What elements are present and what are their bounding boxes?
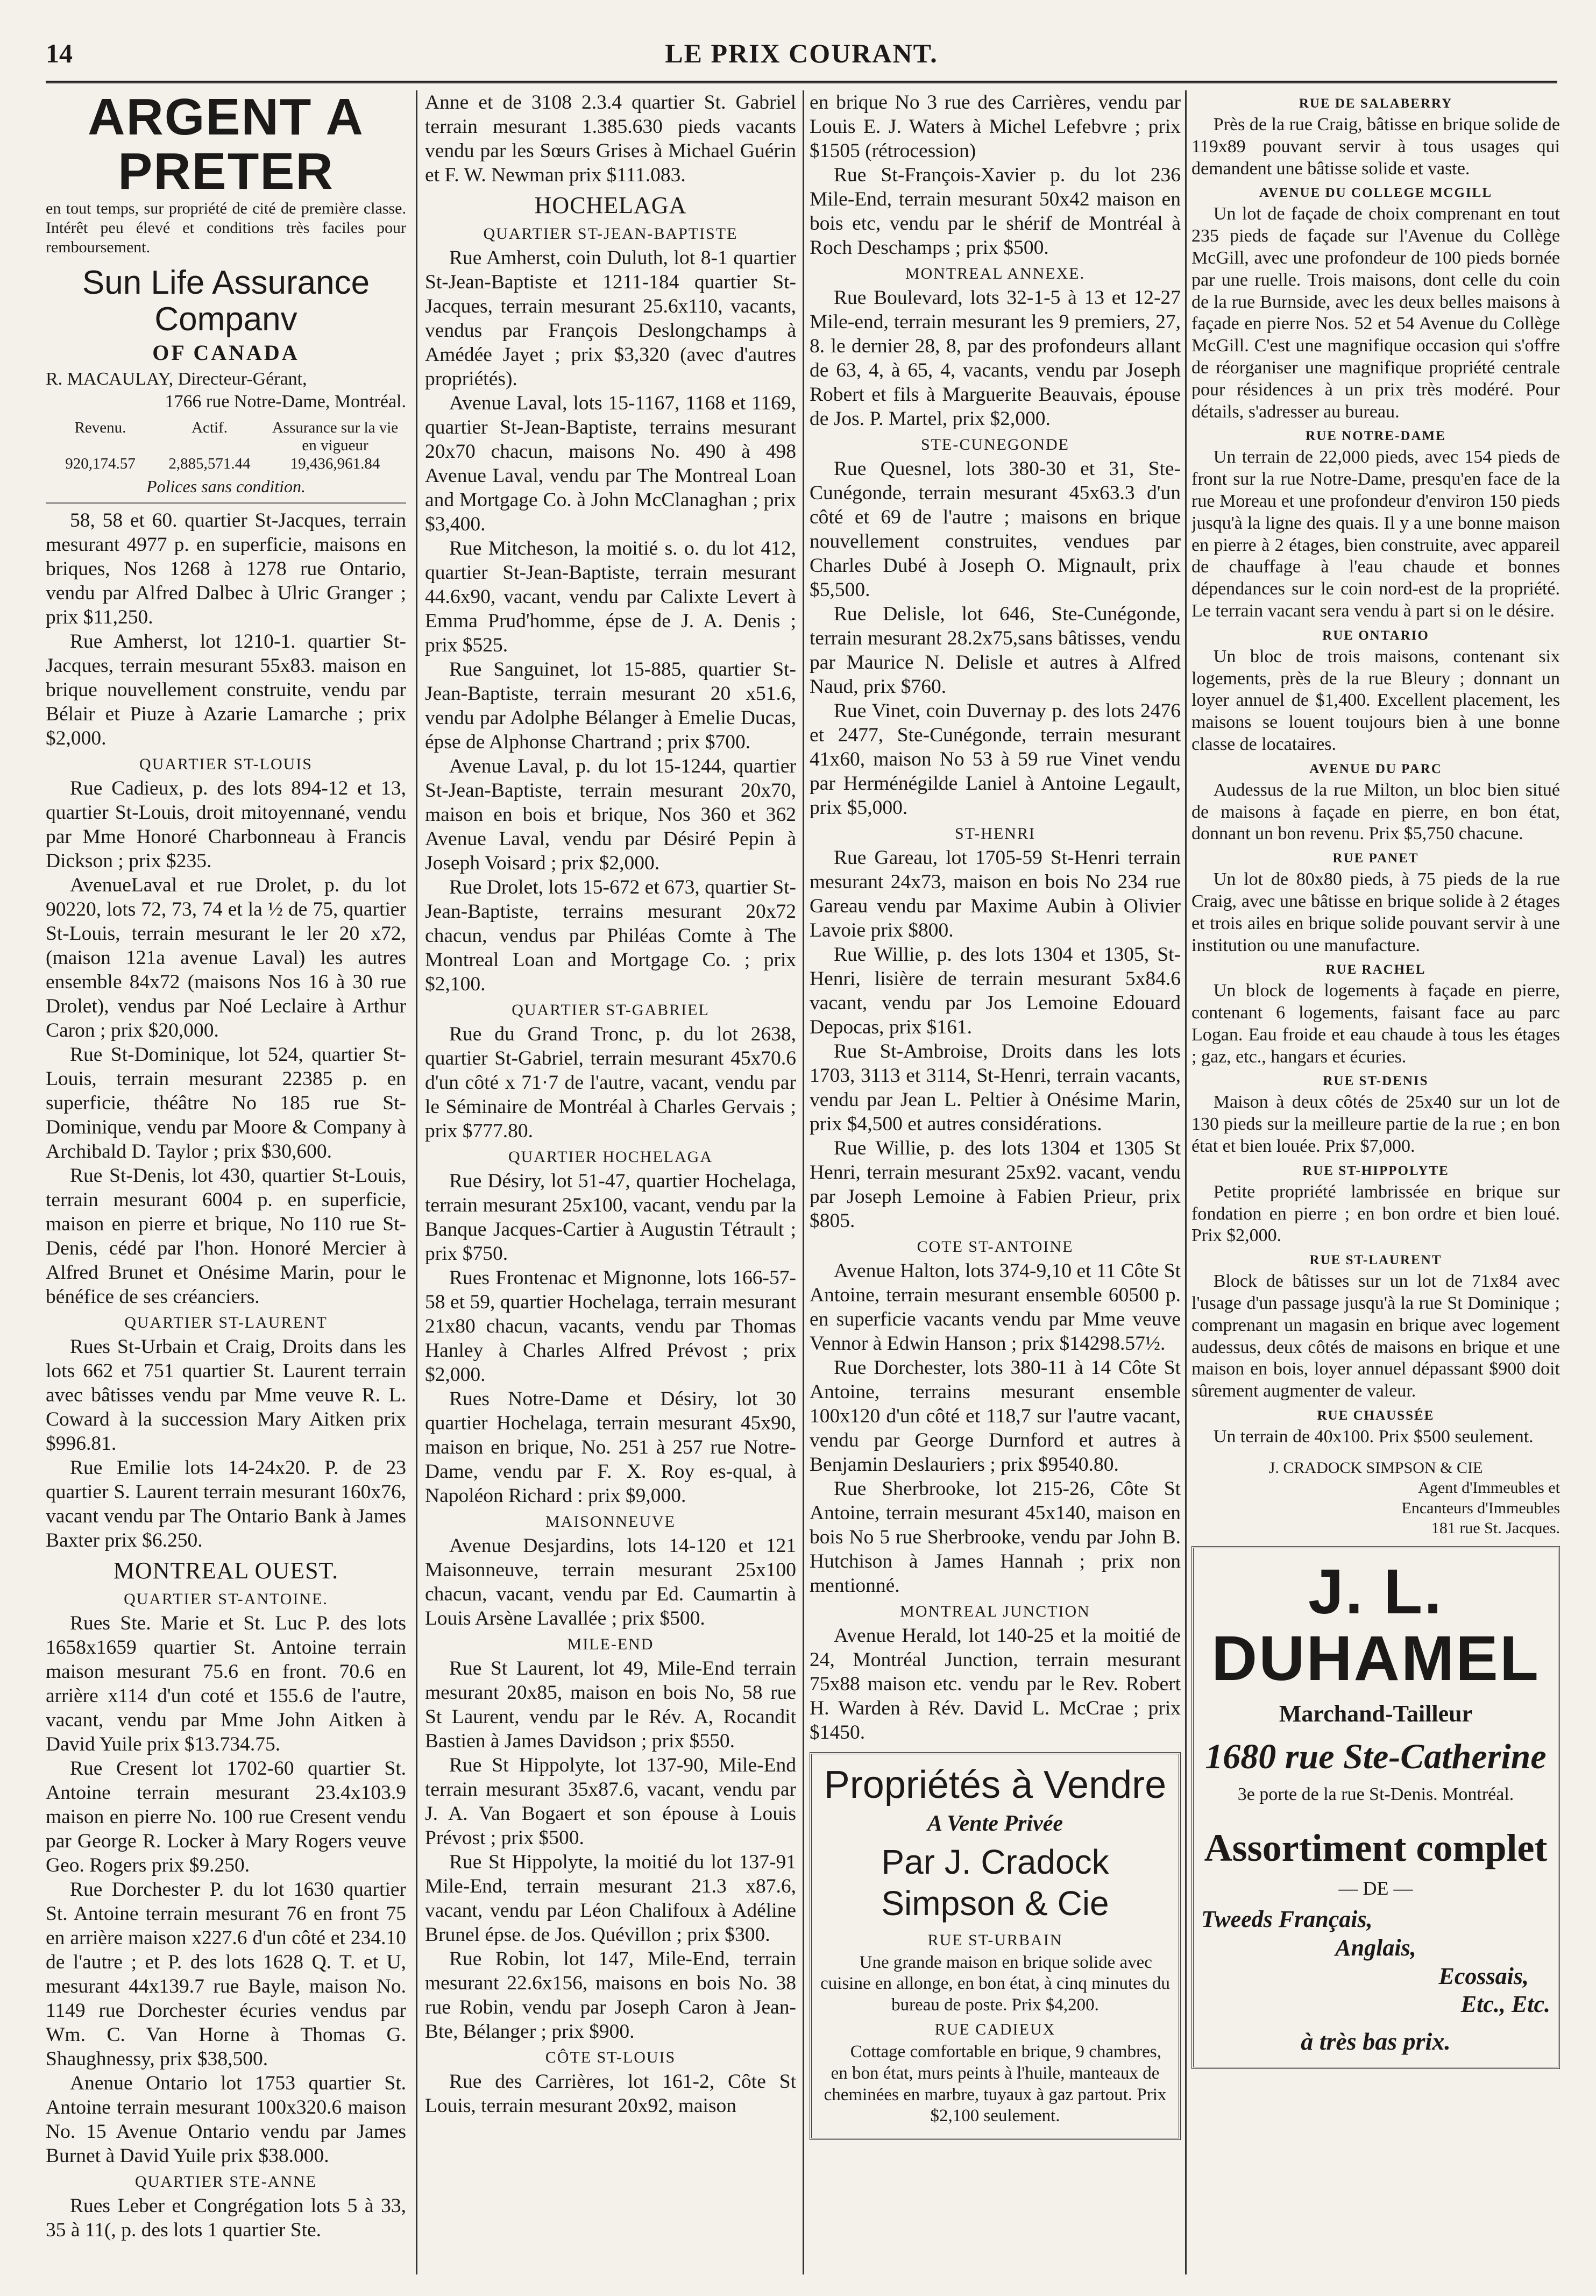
transaction-entry: Rue St-Ambroise, Droits dans les lots 1703, 3113 et 3114, St-Henri, terrain vacants, vendu par Jean L. Peltier à Onésime Marin, prix $4,500 et autres considérations. bbox=[810, 1040, 1181, 1135]
transaction-entry: Avenue Laval, lots 15-1167, 1168 et 1169, quartier St-Jean-Baptiste, terrains mesurant 20x70 chacun, maisons No. 490 à 498 Avenue Laval, vendu par The Montreal Loan and Mortgage Co. à John McClanaghan ; prix $3,400. bbox=[425, 392, 796, 535]
page-number: 14 bbox=[46, 38, 73, 68]
newspaper-title: LE PRIX COURANT. bbox=[665, 38, 938, 68]
section-heading: AVENUE DU PARC bbox=[1309, 761, 1442, 776]
fabric-line: Etc., Etc. bbox=[1460, 1991, 1550, 2018]
section-heading: COTE ST-ANTOINE bbox=[917, 1238, 1074, 1256]
section-heading: QUARTIER ST-ANTOINE. bbox=[124, 1590, 328, 1608]
section-heading: MONTREAL ANNEXE. bbox=[905, 265, 1086, 282]
section-heading: QUARTIER ST-JEAN-BAPTISTE bbox=[483, 224, 738, 243]
section-heading: MONTREAL OUEST. bbox=[113, 1557, 339, 1584]
section-heading: CÔTE ST-LOUIS bbox=[545, 2048, 676, 2066]
fin-header-assurance: Assurance sur la vie en vigueur bbox=[272, 419, 399, 455]
listing-text: Une grande maison en brique solide avec cuisine en allonge, en bon état, à cinq minutes du bureau de poste. Prix $4,200. bbox=[820, 1952, 1170, 2015]
vendre-advertisement bbox=[810, 1752, 1181, 2140]
fabric-line: Anglais, bbox=[1335, 1934, 1416, 1961]
section-heading: RUE NOTRE-DAME bbox=[1306, 429, 1446, 444]
transaction-entry: Avenue Laval, p. du lot 15-1244, quartier St-Jean-Baptiste, terrain mesurant 20x70, maison en bois et brique, Nos 360 et 362 Avenue Laval, vendu par Désiré Pepin à Joseph Voisard ; prix $2,000. bbox=[425, 755, 796, 874]
section-heading: MILE-END bbox=[567, 1635, 654, 1653]
transaction-entry: Rue Willie, p. des lots 1304 et 1305 St Henri, terrain mesurant 25x92. vacant, vendu par Joseph Lemoine à Fabien Prieur, prix $805. bbox=[810, 1137, 1181, 1232]
vendre-title: Propriétés à Vendre bbox=[824, 1763, 1167, 1806]
section-heading: RUE ONTARIO bbox=[1322, 628, 1429, 643]
section-heading: QUARTIER ST-GABRIEL bbox=[512, 1001, 710, 1019]
page-header bbox=[46, 33, 1557, 71]
section-heading: RUE DE SALABERRY bbox=[1299, 96, 1453, 111]
section-heading: RUE ST-DENIS bbox=[1323, 1074, 1429, 1089]
transaction-entry: Rue Robin, lot 147, Mile-End, terrain mesurant 22.6x156, maisons en bois No. 38 rue Robin, vendu par Joseph Caron à Jean-Bte, Bélanger ; prix $900. bbox=[425, 1947, 796, 2043]
transaction-entry: Rue Sanguinet, lot 15-885, quartier St-Jean-Baptiste, terrain mesurant 20 x51.6, vendu par Adolphe Bélanger à Emelie Ducas, épse de Alphonse Chartrand ; prix $700. bbox=[425, 658, 796, 753]
column-4 bbox=[1191, 90, 1560, 2274]
fin-header-revenu: Revenu. bbox=[74, 419, 126, 436]
transaction-entry: Rues Ste. Marie et St. Luc P. des lots 1658x1659 quartier St. Antoine terrain maison mesurant 75.6 en front. 70.6 en arrière x114 d'un coté et 155.6 de l'autre, vacant, vendu par Mme John Aitken à David Yuile prix $13.734.75. bbox=[46, 1612, 406, 1756]
transaction-entry: Rue St-Denis, lot 430, quartier St-Louis, terrain mesurant 6004 p. en superficie, maison en pierre et brique, No 110 rue St-Denis, cédé par l'hon. Honoré Mercier à Alfred Brunet et Onésime Marin, pour le bénéfice de ses créanciers. bbox=[46, 1165, 406, 1308]
section-heading: RUE CHAUSSÉE bbox=[1317, 1408, 1435, 1423]
column-divider bbox=[803, 90, 804, 2274]
section-heading: STE-CUNEGONDE bbox=[921, 436, 1069, 453]
signature-name: J. CRADOCK SIMPSON & CIE bbox=[1268, 1458, 1483, 1477]
section-heading: QUARTIER HOCHELAGA bbox=[508, 1147, 713, 1166]
agent-signature bbox=[1191, 1458, 1560, 1539]
transaction-entry: Rues Frontenac et Mignonne, lots 166-57-58 et 59, quartier Hochelaga, terrain mesurant 21x80 chacun, vacants, vendu par Thomas Hanley à Charles Alfred Prévost ; prix $2,000. bbox=[425, 1266, 796, 1386]
transaction-entry: Avenue Herald, lot 140-25 et la moitié de 24, Montréal Junction, terrain mesurant 75x88 maison etc. vendu par le Rev. Robert H. Warden à Rév. David L. McCrae ; prix $1450. bbox=[810, 1625, 1181, 1744]
fabric-line: Tweeds Français, bbox=[1201, 1905, 1373, 1932]
transaction-entry: Rues Notre-Dame et Désiry, lot 30 quartier Hochelaga, terrain mesurant 45x90, maison en brique, No. 251 à 257 rue Notre-Dame, vendu par F. X. Roy es-qual, à Napoléon Richard : prix $9,000. bbox=[425, 1387, 796, 1507]
column-2 bbox=[425, 90, 796, 2274]
assortment-heading: Assortiment complet bbox=[1204, 1826, 1548, 1870]
transaction-entry: Rues Leber et Congrégation lots 5 à 33, 35 à 11(, p. des lots 1 quartier Ste. bbox=[46, 2195, 406, 2242]
listing-text: Petite propriété lambrissée en brique sur fondation en pierre ; en bon ordre et bien loué. Prix $2,000. bbox=[1191, 1181, 1560, 1246]
section-heading: RUE ST-HIPPOLYTE bbox=[1302, 1163, 1449, 1178]
section-heading: QUARTIER ST-LOUIS bbox=[139, 755, 313, 774]
vendre-subtitle: A Vente Privée bbox=[927, 1811, 1063, 1836]
transaction-entry: Rue St-François-Xavier p. du lot 236 Mile-End, terrain mesurant 50x42 maison en bois etc, vendu par le shérif de Montréal à Roch Deschamps ; prix $500. bbox=[810, 164, 1181, 259]
transaction-entry: Rue Delisle, lot 646, Ste-Cunégonde, terrain mesurant 28.2x75,sans bâtisses, vendu par Maurice N. Delisle et autres à Alfred Naud, prix $760. bbox=[810, 603, 1181, 698]
tailor-profession: Marchand-Tailleur bbox=[1279, 1700, 1473, 1727]
fabric-line: Ecossais, bbox=[1438, 1962, 1529, 1989]
signature-address: 181 rue St. Jacques. bbox=[1431, 1519, 1560, 1537]
transaction-entry: 58, 58 et 60. quartier St-Jacques, terrain mesurant 4977 p. en superficie, maisons en briques, Nos 1268 à 1278 rue Ontario, vendu par Alfred Dalbec à Ulric Granger ; prix $11,250. bbox=[46, 509, 406, 629]
duhamel-advertisement bbox=[1191, 1546, 1560, 2070]
vendre-agent: Par J. Cradock Simpson & Cie bbox=[881, 1842, 1109, 1923]
transaction-entry: Rue Amherst, coin Duluth, lot 8-1 quartier St-Jean-Baptiste et 1211-184 quartier St-Jacques, terrain mesurant 25.6x110, vacants, vendus par François Deslongchamps à Amédée Jayet ; prix $3,320 (avec d'autres propriétés). bbox=[425, 246, 796, 390]
column-divider bbox=[1185, 90, 1187, 2274]
transaction-entry: Rue St-Dominique, lot 524, quartier St-Louis, terrain mesurant 22385 p. en superficie, théâtre No 185 rue St-Dominique, vendu par Moore & Company à Archibald D. Taylor ; prix $30,600. bbox=[46, 1044, 406, 1163]
signature-line: Agent d'Immeubles et bbox=[1418, 1479, 1560, 1497]
fin-value-actif: 2,885,571.44 bbox=[168, 455, 251, 472]
transaction-entry: Rue Willie, p. des lots 1304 et 1305, St-Henri, lisière de terrain mesurant 5x84.6 vacant, vendu par Jos Lemoine Edouard Depocas, prix $161. bbox=[810, 944, 1181, 1038]
column-1 bbox=[46, 90, 406, 2274]
listing-text: Un block de logements à façade en pierre, contenant 6 logements, faisant face au parc Logan. Eau froide et eau chaude à tous les étages ; gaz, etc., hangars et écuries. bbox=[1191, 981, 1560, 1067]
assortment-de: — DE — bbox=[1338, 1877, 1413, 1899]
listing-text: Près de la rue Craig, bâtisse en brique solide de 119x89 pouvant servir à tous usages qui demandent une bâtisse solide et vaste. bbox=[1191, 115, 1560, 179]
section-heading: RUE ST-LAURENT bbox=[1309, 1253, 1442, 1268]
company-address: 1766 rue Notre-Dame, Montréal. bbox=[165, 392, 406, 412]
transaction-entry: Rue Mitcheson, la moitié s. o. du lot 412, quartier St-Jean-Baptiste, terrain mesurant 44.6x90, vacant, vendu par Calixte Levert à Emma Prud'homme, épse de J. A. Denis ; prix $525. bbox=[425, 537, 796, 656]
transaction-entry: Rue Cadieux, p. des lots 894-12 et 13, quartier St-Louis, droit mitoyennané, vendu par Mme Honoré Charbonneau à Francis Dickson ; prix $235. bbox=[46, 777, 406, 873]
polices-note: Polices sans condition. bbox=[146, 477, 306, 496]
tailor-address: 1680 rue Ste-Catherine bbox=[1205, 1737, 1547, 1777]
section-heading: RUE PANET bbox=[1332, 851, 1419, 866]
signature-line: Encanteurs d'Immeubles bbox=[1401, 1499, 1560, 1517]
transaction-entry: Rue St Hippolyte, la moitié du lot 137-91 Mile-End, terrain mesurant 21.3 x87.6, vacant, vendu par Léon Chalifoux à Adéline Brunel épse. de Jos. Quévillon ; prix $300. bbox=[425, 1851, 796, 1946]
fin-value-revenu: 920,174.57 bbox=[65, 455, 136, 472]
section-heading: ST-HENRI bbox=[955, 825, 1035, 842]
company-country: OF CANADA bbox=[152, 340, 300, 365]
transaction-entry: Rue Boulevard, lots 32-1-5 à 13 et 12-27 Mile-end, terrain mesurant les 9 premiers, 27, 8. le dernier 28, 8, par des profondeurs allant de 63, 4, à 65, 4, vacants, vendu par Joseph Robert et fils à Marguerite Beauvais, épouse de Jos. P. Martel, prix $2,000. bbox=[810, 287, 1181, 430]
section-heading: RUE CADIEUX bbox=[934, 2021, 1056, 2039]
transaction-entry: Avenue Halton, lots 374-9,10 et 11 Côte St Antoine, terrain mesurant ensemble 60500 p. en superficie vacants vendu par Mme veuve Vennor à Edwin Hanson ; prix $14298.57½. bbox=[810, 1260, 1181, 1355]
section-heading: RUE RACHEL bbox=[1325, 962, 1426, 977]
transaction-entry: Rue Dorchester, lots 380-11 à 14 Côte St Antoine, terrains mesurant ensemble 100x120 d'un côté et 118,7 sur l'autre vacant, vendu par George Durnford et autres à Benjamin Deslauriers ; prix $9540.80. bbox=[810, 1357, 1181, 1476]
section-heading: AVENUE DU COLLEGE MCGILL bbox=[1259, 186, 1493, 201]
header-rule bbox=[46, 81, 1557, 83]
tailor-location-note: 3e porte de la rue St-Denis. Montréal. bbox=[1237, 1784, 1514, 1804]
section-heading: QUARTIER STE-ANNE bbox=[135, 2173, 317, 2191]
section-heading: HOCHELAGA bbox=[534, 192, 687, 218]
transaction-entry: Rue Sherbrooke, lot 215-26, Côte St Antoine, terrain mesurant 45x140, maison en bois No 5 rue Sherbrooke, vendu par John B. Hutchison à James Hannah ; prix non mentionné. bbox=[810, 1478, 1181, 1597]
section-heading: MONTREAL JUNCTION bbox=[900, 1603, 1090, 1620]
listing-text: Block de bâtisses sur un lot de 71x84 avec l'usage d'un passage jusqu'à la rue St Dominique ; comprenant un magasin en brique avec logement audessus, deux côtés de maisons en brique et une maison en bois, loyer annuel dépassant $900 doit sûrement augmenter de valeur. bbox=[1191, 1271, 1560, 1401]
listing-text: Maison à deux côtés de 25x40 sur un lot de 130 pieds sur la meilleure partie de la rue ; en bon état et bien louée. Prix $7,000. bbox=[1191, 1092, 1560, 1157]
column-3 bbox=[810, 90, 1181, 2274]
column-divider bbox=[416, 90, 417, 2274]
listing-text: Un lot de façade de choix comprenant en tout 235 pieds de façade sur l'Avenue du Collège McGill, avec une profondeur de 100 pieds bornée par une ruelle. Trois maisons, dont celle du coin de la rue Burnside, avec les deux belles maisons à façade en pierre Nos. 52 et 54 Avenue du Collège McGill. C'est une magnifique occasion qui s'offre de réorganiser une magnifique propriété centrale pour résidences à un prix très modéré. Pour détails, s'adresser au bureau. bbox=[1191, 204, 1560, 422]
transaction-entry: AvenueLaval et rue Drolet, p. du lot 90220, lots 72, 73, 74 et la ½ de 75, quartier St-Louis, terrain mesurant le ler 20 x72, (maison 121a avenue Laval) les autres ensemble 84x72 (maisons Nos 16 à 30 rue Drolet), vendus par Noé Leclaire à Arthur Caron ; prix $20,000. bbox=[46, 874, 406, 1042]
transaction-entry: Rue Cresent lot 1702-60 quartier St. Antoine terrain mesurant 23.4x103.9 maison en pierre No. 100 rue Cresent vendu par George R. Locker à Mary Rogers veuve Geo. Rogers prix $9.250. bbox=[46, 1758, 406, 1877]
ad-headline: ARGENT A PRETER bbox=[88, 90, 364, 200]
listing-text: Un lot de 80x80 pieds, à 75 pieds de la rue Craig, avec une bâtisse en brique solide à 2 étages et trois ailes en brique solide pouvant servir à une institution ou une manufacture. bbox=[1191, 869, 1560, 955]
transaction-entry: Rue Amherst, lot 1210-1. quartier St-Jacques, terrain mesurant 55x83. maison en brique nouvellement construite, vendu par Bélair et Piuze à Azarie Lamarche ; prix $2,000. bbox=[46, 630, 406, 750]
transaction-entry: Rues St-Urbain et Craig, Droits dans les lots 662 et 751 quartier St. Laurent terrain avec bâtisses vendu par Mme veuve R. L. Coward à la succession Mary Aitken prix $996.81. bbox=[46, 1336, 406, 1455]
transaction-entry: Rue Désiry, lot 51-47, quartier Hochelaga, terrain mesurant 25x100, vacant, vendu par la Banque Jacques-Cartier à Augustin Tétrault ; prix $750. bbox=[425, 1170, 796, 1265]
transaction-entry: Rue Drolet, lots 15-672 et 673, quartier St-Jean-Baptiste, terrains mesurant 20x72 chacun, vendus par Philéas Comte à The Montreal Loan and Mortgage Co. ; prix $2,100. bbox=[425, 876, 796, 995]
transaction-entry: en brique No 3 rue des Carrières, vendu par Louis E. J. Waters à Michel Lefebvre ; prix $1505 (rétrocession) bbox=[810, 91, 1181, 162]
transaction-entry: Avenue Desjardins, lots 14-120 et 121 Maisonneuve, terrain mesurant 25x100 chacun, vacant, vendu par Ed. Caumartin à Louis Arsène Lavallée ; prix $500. bbox=[425, 1534, 796, 1629]
transaction-entry: Rue du Grand Tronc, p. du lot 2638, quartier St-Gabriel, terrain mesurant 45x70.6 d'un côté x 71·7 de l'autre, vacant, vendu par le Séminaire de Montréal à Charles Gervais ; prix $777.80. bbox=[425, 1023, 796, 1142]
transaction-entry: Rue Dorchester P. du lot 1630 quartier St. Antoine terrain mesurant 76 en front 75 en arrière maison x227.6 d'un côté et 234.10 de l'autre ; et P. des lots 1628 Q. T. et U, mesurant 44x139.7 rue Bayle, maison No. 1149 rue Dorchester écuries vendus par Wm. C. Van Horne à Thomas G. Shaughnessy, prix $38,500. bbox=[46, 1879, 406, 2071]
transaction-entry: Rue Gareau, lot 1705-59 St-Henri terrain mesurant 24x73, maison en bois No 234 rue Gareau vendu par Maxime Aubin à Olivier Lavoie prix $800. bbox=[810, 847, 1181, 941]
fin-header-actif: Actif. bbox=[191, 419, 228, 436]
ad-subtitle: en tout temps, sur propriété de cité de première classe. Intérêt peu élevé et conditions très faciles pour remboursement. bbox=[46, 199, 406, 256]
company-name: Sun Life Assurance Companv bbox=[82, 264, 370, 338]
listing-text: Un terrain de 22,000 pieds, avec 154 pieds de front sur la rue Notre-Dame, presqu'en face de la rue Moreau et une profondeur d'environ 150 pieds jusqu'à la ligne des quais. Il y a une bonne maison en pierre à 2 étages, bien construite, avec appareil de chauffage à l'eau chaude et bonnes dépendances sur le coin nord-est de la propriété. Le terrain vacant sera vendu à part si on le désire. bbox=[1191, 447, 1560, 621]
transaction-entry: Rue Quesnel, lots 380-30 et 31, Ste-Cunégonde, terrain mesurant 45x63.3 d'un côté et 69 de l'autre ; maisons en brique nouvellement construites, vendues par Charles Dubé à Joseph O. Mignault, prix $5,500. bbox=[810, 458, 1181, 601]
transaction-entry: Rue St Hippolyte, lot 137-90, Mile-End terrain mesurant 35x87.6, vacant, vendu par J. A. Van Bogaert et son épouse à Louis Prévost ; prix $500. bbox=[425, 1754, 796, 1849]
director-line: R. MACAULAY, Directeur-Gérant, bbox=[46, 369, 307, 389]
financial-table bbox=[46, 419, 406, 473]
transaction-entry: Rue Vinet, coin Duvernay p. des lots 2476 et 2477, Ste-Cunégonde, terrain mesurant 41x60, maison No 53 à 59 rue Vinet vendu par Herménégilde Laniel à Antoine Legault, prix $5,000. bbox=[810, 700, 1181, 819]
listing-text: Audessus de la rue Milton, un bloc bien situé de maisons à façade en pierre, en bon état, donnant un bon revenu. Prix $5,750 chacune. bbox=[1191, 779, 1560, 844]
tailor-name: J. L. DUHAMEL bbox=[1211, 1556, 1540, 1694]
section-heading: QUARTIER ST-LAURENT bbox=[124, 1314, 328, 1332]
listing-text: Un terrain de 40x100. Prix $500 seulement. bbox=[1213, 1427, 1534, 1447]
section-heading: MAISONNEUVE bbox=[545, 1512, 676, 1530]
transaction-entry: Anenue Ontario lot 1753 quartier St. Antoine terrain mesurant 100x320.6 maison No. 15 Avenue Ontario vendu par James Burnet à David Yuile prix $38.000. bbox=[46, 2072, 406, 2167]
sun-life-advertisement bbox=[46, 90, 406, 504]
listing-text: Cottage comfortable en brique, 9 chambres, en bon état, murs peints à l'huile, manteaux de cheminées en marbre, tuyaux à gaz partout. Prix $2,100 seulement. bbox=[824, 2042, 1167, 2126]
transaction-entry: Rue St Laurent, lot 49, Mile-End terrain mesurant 20x85, maison en bois No, 58 rue St Laurent, vendu par le Rév. A, Rocandit Bastien à James Davidson ; prix $550. bbox=[425, 1657, 796, 1752]
fin-value-assurance: 19,436,961.84 bbox=[290, 455, 380, 472]
transaction-entry: Rue des Carrières, lot 161-2, Côte St Louis, terrain mesurant 20x92, maison bbox=[425, 2070, 796, 2117]
transaction-entry: Anne et de 3108 2.3.4 quartier St. Gabriel terrain mesurant 1.385.630 pieds vacants vendu par les Sœurs Grises à Michael Guérin et F. W. Newman prix $111.083. bbox=[425, 91, 796, 186]
transaction-entry: Rue Emilie lots 14-24x20. P. de 23 quartier S. Laurent terrain mesurant 160x76, vacant vendu par The Ontario Bank à James Baxter prix $6.250. bbox=[46, 1457, 406, 1552]
price-slogan: à très bas prix. bbox=[1301, 2028, 1451, 2056]
section-heading: RUE ST-URBAIN bbox=[927, 1931, 1063, 1949]
listing-text: Un bloc de trois maisons, contenant six logements, près de la rue Bleury ; donnant un loyer annuel de $1,400. Excellent placement, les maisons se louent toujours bien à une bonne classe de locataires. bbox=[1191, 646, 1560, 754]
